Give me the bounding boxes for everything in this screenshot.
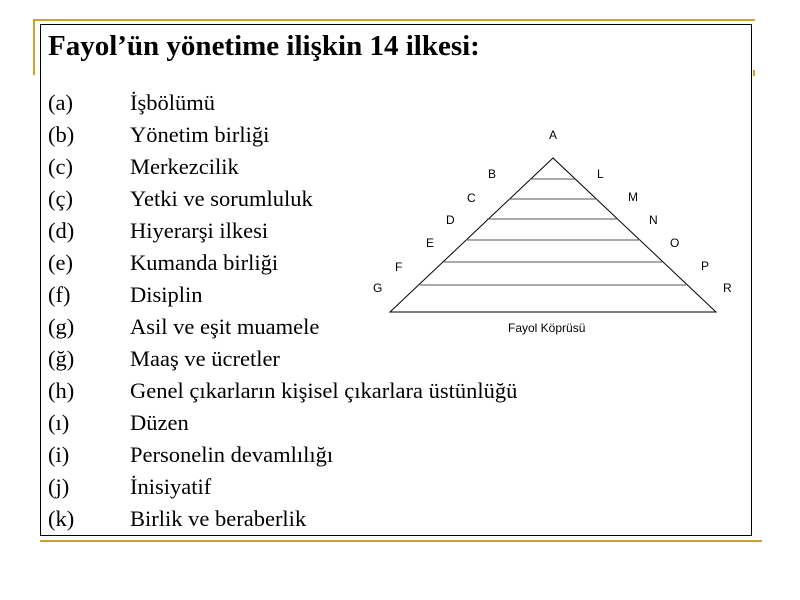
- list-item: [48, 87, 517, 119]
- right-label-p: P: [701, 259, 710, 273]
- item-key: (b): [48, 122, 75, 147]
- right-label-l: L: [597, 167, 604, 181]
- item-key: (ı): [48, 410, 70, 435]
- list-item: [48, 439, 517, 471]
- item-text: Yetki ve sorumluluk: [130, 186, 313, 211]
- item-key: (a): [48, 90, 73, 115]
- item-text: Hiyerarşi ilkesi: [130, 218, 269, 243]
- item-text: Personelin devamlılığı: [130, 442, 334, 467]
- item-text: Genel çıkarların kişisel çıkarlara üstünlüğü: [130, 378, 518, 403]
- left-label-g: G: [373, 281, 383, 295]
- item-text: İnisiyatif: [130, 474, 212, 499]
- left-label-b: B: [488, 167, 497, 181]
- item-text: Birlik ve beraberlik: [130, 506, 307, 531]
- pyramid-outline: [390, 158, 716, 312]
- right-label-r: R: [723, 281, 732, 295]
- item-text: Kumanda birliği: [130, 250, 279, 275]
- item-key: (e): [48, 250, 73, 275]
- apex-label: A: [549, 128, 558, 142]
- right-label-o: O: [670, 236, 680, 250]
- diagram-caption: Fayol Köprüsü: [508, 321, 586, 335]
- left-label-d: D: [446, 213, 455, 227]
- item-key: (h): [48, 378, 75, 403]
- item-key: (ğ): [48, 346, 75, 371]
- list-item: [48, 407, 517, 439]
- left-label-c: C: [467, 191, 476, 205]
- slide-border-left: [33, 19, 35, 75]
- item-key: (c): [48, 154, 73, 179]
- item-key: (d): [48, 218, 75, 243]
- item-text: Merkezcilik: [130, 154, 239, 179]
- fayol-bridge-diagram: [360, 120, 750, 350]
- item-text: Maaş ve ücretler: [130, 346, 280, 371]
- slide-border-tick: [753, 70, 755, 76]
- item-text: Düzen: [130, 410, 189, 435]
- item-text: Disiplin: [130, 282, 203, 307]
- right-label-m: M: [628, 190, 638, 204]
- item-key: (f): [48, 282, 71, 307]
- item-text: Asil ve eşit muamele: [130, 314, 320, 339]
- item-text: Yönetim birliği: [130, 122, 270, 147]
- list-item: [48, 471, 517, 503]
- slide-border-top: [33, 19, 755, 21]
- item-key: (i): [48, 442, 70, 467]
- slide-title: Fayol’ün yönetime ilişkin 14 ilkesi:: [48, 30, 480, 62]
- list-item: [48, 503, 517, 535]
- slide-border-bottom: [40, 540, 762, 542]
- right-label-n: N: [649, 213, 658, 227]
- item-key: (g): [48, 314, 75, 339]
- item-text: İşbölümü: [130, 90, 216, 115]
- item-key: (j): [48, 474, 70, 499]
- item-key: (ç): [48, 186, 73, 211]
- left-label-f: F: [395, 260, 403, 274]
- left-label-e: E: [426, 236, 435, 250]
- list-item: [48, 375, 517, 407]
- item-key: (k): [48, 506, 75, 531]
